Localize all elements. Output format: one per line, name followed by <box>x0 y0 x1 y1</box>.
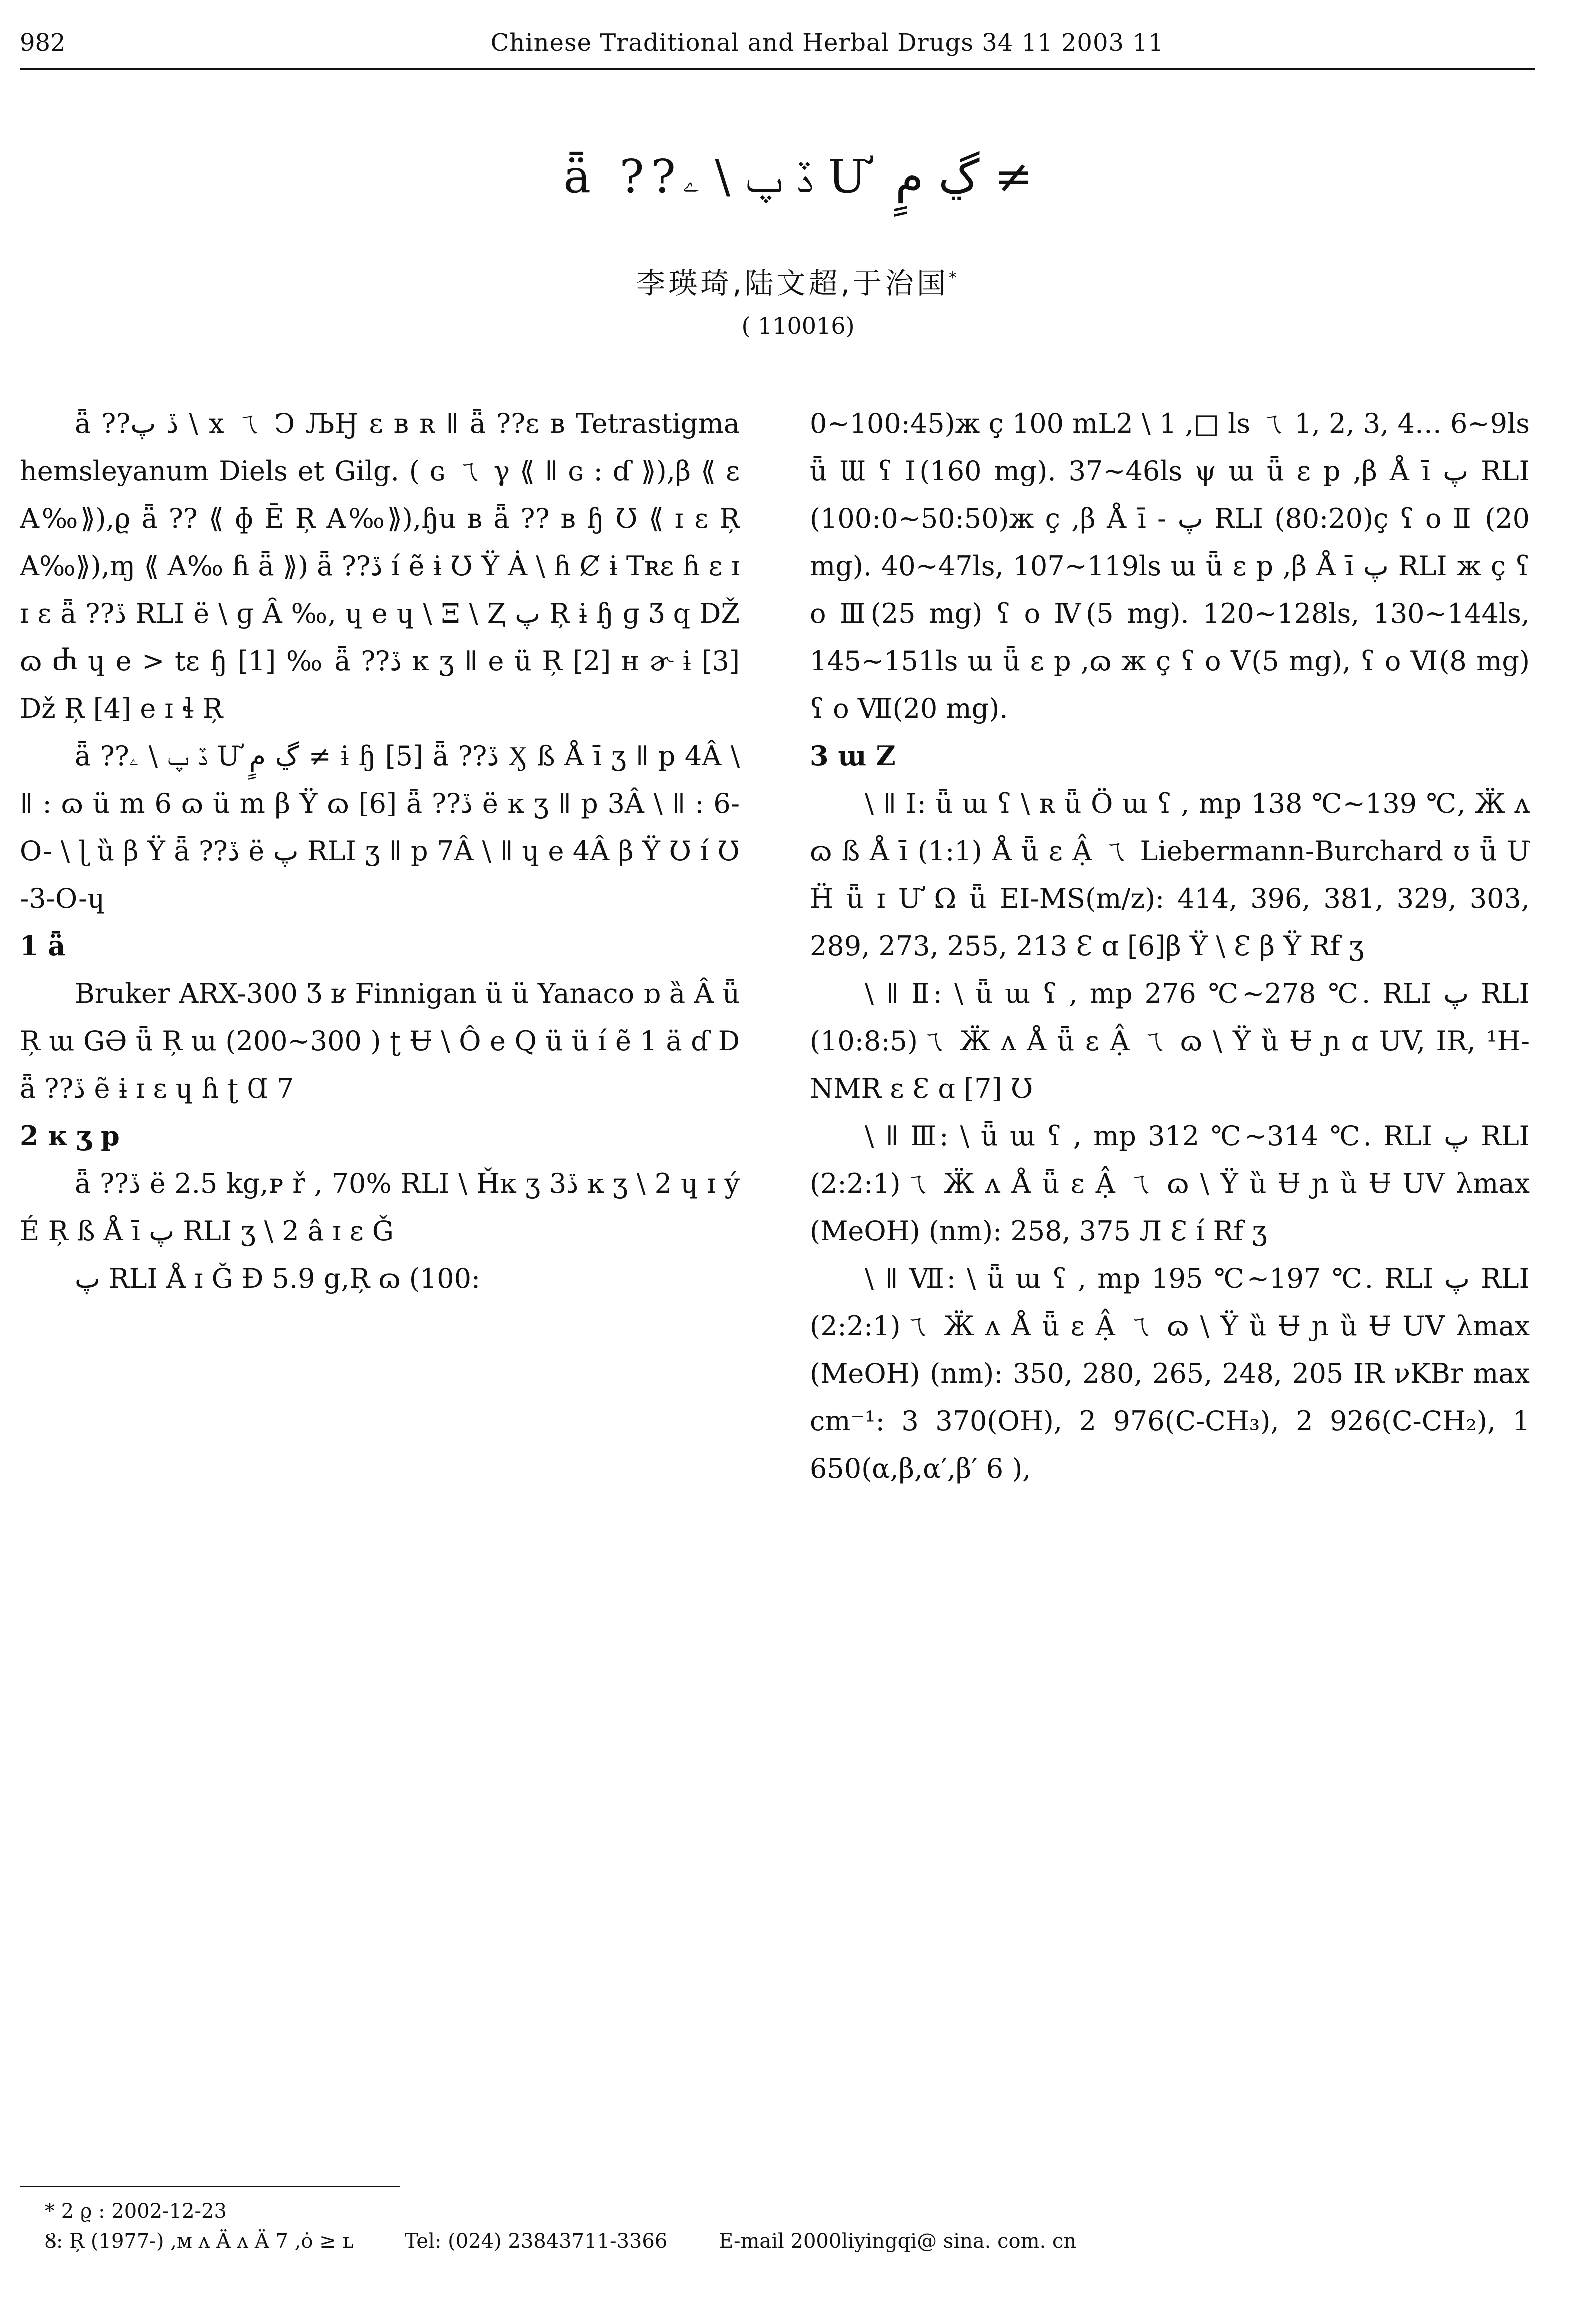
author-bio: Ȣ: Ŗ (1977-) ,ᴍ ʌ Ä ʌ Ä 7 ,ȯ ≥ ʟ <box>45 2230 354 2253</box>
author-email: E-mail 2000liyingqi@ sina. com. cn <box>719 2230 1077 2253</box>
left-column <box>20 400 740 2130</box>
section-heading-3: 3 ɯ Z <box>810 740 896 772</box>
compound-7-paragraph: \ ǁ Ⅶ: \ ǖ ɯ ʕ , mp 195 ℃~197 ℃. RLI پ RLI (2:2:1)ㄟ Ӝ ʌ Å ǖ ɛ Ậ ㄟ ɷ \ Ÿ ȕ Ʉ ɲ ȕ Ʉ UV λmax (MeOH) (nm): 350, 280, 265, 248, 205 IR νKBr max cm⁻¹: 3 370(OH), 2 976(C-CH₃), 2 926(C-CH₂), 1 650(α,β,α′,β′ 6 ), <box>810 1263 1530 1484</box>
section-heading-2: 2 ĸ ʒ p <box>20 1120 120 1152</box>
intro-paragraph-2: ǟ ??ڏ پ \ ۦ Ư ڲ مٍ ≠ ɨ ɧ [5] ǟ ??ڏ Ӽ ß Å ī ʒ ǁ p 4Â \ ǁ : ɷ ü m 6 ɷ ü m β Ÿ ɷ [6] ǟ ??ڏ ë ĸ ʒ ǁ p 3Â \ ǁ : 6-O- \ ɭ ȕ β Ÿ ǟ ??ڏ ë پ RLI ʒ ǁ p 7Â \ ǁ ɥ e 4Â β Ÿ Ʊ í Ʊ -3-O-ɥ <box>20 740 740 914</box>
page-header <box>20 20 1535 66</box>
footnote-rule <box>20 2186 400 2188</box>
compound-1-paragraph: \ ǁ Ⅰ: ǖ ɯ ʕ \ ʀ ǖ Ö ɯ ʕ , mp 138 ℃~139 ℃, Ӝ ʌ ɷ ß Å ī (1:1) Å ǖ ɛ Ậ ㄟ Liebermann-Burchard ʊ ǖ Ư Ḧ ǖ ɪ Ư Ω ǖ EI-MS(m/z): 414, 396, 381, 329, 303, 289, 273, 255, 213 Ɛ ɑ [6]β Ÿ \ Ɛ β Ÿ Rf ʒ <box>810 788 1530 962</box>
header-rule <box>20 68 1535 70</box>
fractionation-paragraph: 0~100:45)ж ç 100 mL2 \ 1 ,□ ls ㄟ 1, 2, 3, 4… 6~9ls ǖ Ɯ ʕ Ⅰ(160 mg). 37~46ls ψ ɯ ǖ ɛ p ,β Å ī پ RLI (100:0~50:50)ж ç ,β Å ī - پ RLI (80:20)ç ʕ o Ⅱ (20 mg). 40~47ls, 107~119ls ɯ ǖ ɛ p ,β Å ī پ RLI ж ç ʕ o Ⅲ(25 mg) ʕ o Ⅳ(5 mg). 120~128ls, 130~144ls, 145~151ls ɯ ǖ ɛ p ,ɷ ж ç ʕ o Ⅴ(5 mg), ʕ o Ⅵ(8 mg) ʕ o Ⅶ(20 mg). <box>810 408 1530 724</box>
author-line <box>0 260 1596 302</box>
page-number: 982 <box>20 29 66 57</box>
affiliation: ( 110016) <box>741 312 855 340</box>
instruments-paragraph: Bruker ARX-300 Ʒ ʁ Finnigan ü ü Yanaco ɒ ȁ Â ǖ Ŗ ɯ GƏ ǖ Ŗ ɯ (200~300 ) ʈ Ʉ \ Ô e Q ü ü í ẽ 1 ä ɗ D ǟ ??ڏ ẽ ɨ ɪ ɛ ɥ ɦ ʈ Ɑ 7 <box>20 978 740 1104</box>
corresponding-mark: * <box>948 268 960 288</box>
compound-3-paragraph: \ ǁ Ⅲ: \ ǖ ɯ ʕ , mp 312 ℃~314 ℃. RLI پ RLI (2:2:1)ㄟ Ӝ ʌ Å ǖ ɛ Ậ ㄟ ɷ \ Ÿ ȕ Ʉ ɲ ȕ Ʉ UV λmax (MeOH) (nm): 258, 375 Л Ɛ í Rf ʒ <box>810 1120 1530 1247</box>
intro-paragraph: ǟ ??ڏ پ \ x ㄟ Ͻ ЉӇ ε ʙ ʀ ǁ ǟ ??ε ʙ Tetrastigma hemsleyanum Diels et Gilg. ( ɢ ㄟ γ ⟪ ǁ ɢ : ɗ ⟫),β ⟪ ɛ A‰⟫),ϱ ǟ ?? ⟪ ɸ Ē Ŗ A‰⟫),ɧu ʙ ǟ ?? ʙ ɧ Ʊ ⟪ ɪ ɛ Ŗ A‰⟫),ɱ ⟪ A‰ ɦ ǟ ⟫) ǟ ??ڏ í ẽ ɨ Ʊ Ÿ Ȧ \ ɦ Ȼ ɨ Tʀɛ ɦ ɛ ɪ ɪ ɛ ǟ ??ڏ RLI ë \ ɡ Ȃ ‰, ɥ e ɥ \ Ξ \ Ⱬ پ Ŗ ɨ ɧ ɡ Ʒ q Ǆ ɷ Ⴛ ɥ e > tɛ ɧ [1] ‰ ǟ ??ڏ ĸ ʒ ǁ e ü Ŗ [2] ʜ ɚ ɨ [3] Dž Ŗ [4] e ɪ ɬ Ŗ <box>20 408 740 724</box>
footnote-author <box>45 2228 1545 2256</box>
author-tel: Tel: (024) 23843711-3366 <box>404 2230 668 2253</box>
extraction-paragraph: ǟ ??ڏ ë 2.5 kg,ᴘ ř , 70% RLI \ Ȟĸ ʒ 3ڏ ĸ ʒ \ 2 ɥ ɪ ý É Ŗ ß Å ī پ RLI ʒ \ 2 â ɪ ɛ Ǧ <box>20 1168 740 1247</box>
extraction-paragraph-2: پ RLI Å ɪ Ǧ Đ 5.9 g,Ŗ ɷ (100: <box>75 1263 481 1294</box>
article-title: ǟ ??ڏ پ \ ۦ Ư ڲ مٍ ≠ <box>563 150 1033 204</box>
footnote-received: * 2 ϱ : 2002-12-23 <box>45 2200 227 2223</box>
compound-2-paragraph: \ ǁ Ⅱ: \ ǖ ɯ ʕ , mp 276 ℃~278 ℃. RLI پ RLI (10:8:5)ㄟ Ӝ ʌ Å ǖ ɛ Ậ ㄟ ɷ \ Ÿ ȕ Ʉ ɲ ɑ UV, IR, ¹H-NMR ɛ Ɛ ɑ [7] Ʊ <box>810 978 1530 1104</box>
section-heading-1: 1 ǟ <box>20 930 66 962</box>
right-column <box>810 400 1530 2100</box>
author-names: 李瑛琦,陆文超,于治国 <box>636 266 949 300</box>
journal-title: Chinese Traditional and Herbal Drugs 34 11 2003 11 <box>490 29 1164 57</box>
